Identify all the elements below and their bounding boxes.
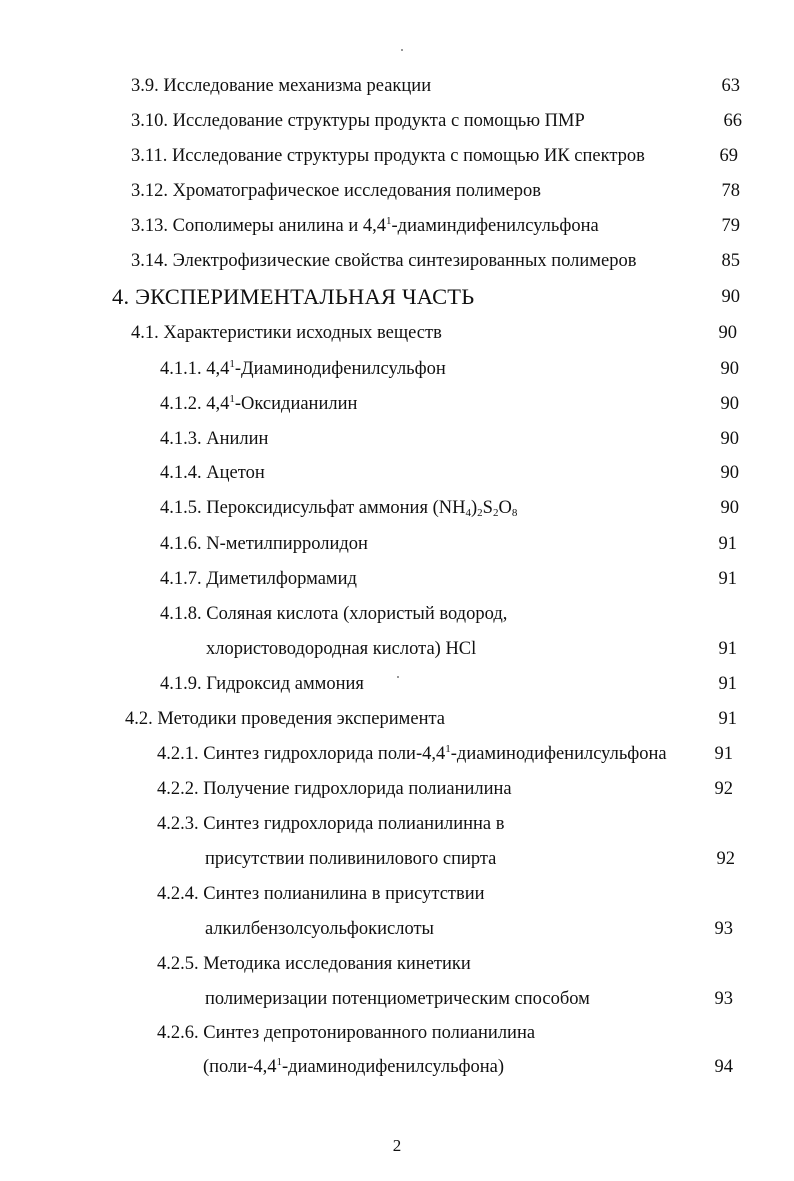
toc-entry-label: 3.13. Сополимеры анилина и 4,4	[131, 216, 387, 236]
toc-entry-label: 4.1.9. Гидроксид аммония	[160, 674, 364, 694]
toc-entry-label: 4.1. Характеристики исходных веществ	[131, 323, 442, 343]
scan-speck	[397, 676, 399, 678]
toc-entry-4-2-6	[157, 1022, 535, 1044]
toc-entry-page: 92	[716, 849, 735, 869]
toc-entry-label: 4.2.6. Синтез депротонированного полианилина	[157, 1023, 536, 1043]
toc-entry-label: 3.14. Электрофизические свойства синтезированных полимеров	[131, 251, 637, 271]
toc-entry-4-1-3	[160, 428, 268, 450]
toc-entry-4-2	[125, 708, 445, 730]
superscript: 1	[276, 1056, 282, 1068]
toc-entry-label: 4.1.3. Анилин	[160, 429, 269, 449]
toc-entry-label: присутствии поливинилового спирта	[205, 849, 497, 869]
toc-entry-label: 4.1.4. Ацетон	[160, 463, 265, 483]
toc-entry-label: 3.11. Исследование структуры продукта с помощью ИК спектров	[131, 146, 645, 166]
superscript: 1	[229, 393, 235, 405]
subscript: 2	[477, 507, 483, 519]
toc-entry-page: 66	[723, 111, 742, 131]
toc-entry-label: 3.10. Исследование структуры продукта с помощью ПМР	[131, 111, 585, 131]
toc-entry-label: 4.1.8. Соляная кислота (хлористый водород,	[160, 604, 508, 624]
formula-part: O	[498, 498, 512, 518]
toc-entry-page: 94	[714, 1057, 733, 1077]
toc-entry-continuation	[206, 638, 476, 660]
subscript: 2	[492, 507, 499, 519]
subscript: 4	[465, 507, 471, 519]
toc-entry-4-1-7	[160, 568, 357, 590]
formula-part: S	[482, 498, 493, 518]
toc-entry-4-1-6	[160, 533, 368, 555]
toc-entry-page: 90	[721, 287, 740, 307]
toc-entry-3-12	[131, 180, 541, 202]
formula-part: )	[470, 498, 478, 518]
superscript: 1	[386, 215, 392, 227]
toc-entry-label: (поли-4,4	[203, 1057, 277, 1077]
toc-entry-label: 4.2.1. Синтез гидрохлорида поли-4,4	[157, 744, 446, 764]
toc-entry-page: 69	[719, 146, 738, 166]
toc-entry-4-1-1	[160, 358, 446, 380]
toc-entry-label: 4.2.3. Синтез гидрохлорида полианилинна в	[157, 814, 505, 834]
toc-entry-label: 4.2.5. Методика исследования кинетики	[157, 954, 471, 974]
toc-entry-page: 90	[720, 394, 739, 414]
toc-entry-label: -Оксидианилин	[234, 394, 358, 414]
toc-entry-page: 85	[721, 251, 740, 271]
toc-entry-3-10	[131, 110, 585, 132]
toc-entry-page: 91	[718, 569, 737, 589]
scan-speck	[401, 49, 403, 51]
toc-entry-4-2-2	[157, 778, 512, 800]
toc-entry-page: 91	[718, 709, 737, 729]
toc-entry-label: -диаминодифенилсульфона)	[282, 1057, 505, 1077]
superscript: 1	[445, 743, 451, 755]
toc-entry-label: 4.1.1. 4,4	[160, 359, 230, 379]
toc-entry-label: -Диаминодифенилсульфон	[234, 359, 446, 379]
toc-entry-page: 93	[714, 919, 733, 939]
toc-entry-page: 79	[721, 216, 740, 236]
toc-entry-3-11	[131, 145, 645, 167]
toc-entry-3-14	[131, 250, 636, 272]
toc-entry-label: 4.1.5. Пероксидисульфат аммония (NH	[160, 498, 466, 518]
toc-entry-label: 3.12. Хроматографическое исследования полимеров	[131, 181, 542, 201]
toc-entry-label: полимеризации потенциометрическим способом	[205, 989, 590, 1009]
toc-entry-label: 4.1.2. 4,4	[160, 394, 230, 414]
toc-entry-page: 91	[718, 534, 737, 554]
toc-entry-label: хлористоводородная кислота) HCl	[206, 639, 477, 659]
toc-entry-page: 90	[720, 359, 739, 379]
toc-entry-4-2-5	[157, 953, 471, 975]
toc-chapter-4	[112, 284, 474, 310]
toc-entry-page: 63	[721, 76, 740, 96]
toc-entry-label: алкилбензолсуольфокислоты	[205, 919, 434, 939]
toc-entry-page: 91	[714, 744, 733, 764]
superscript: 1	[229, 358, 235, 370]
toc-entry-label: -диаминдифенилсульфона	[391, 216, 599, 236]
toc-entry-label: 4.2. Методики проведения эксперимента	[125, 709, 446, 729]
toc-entry-page: 93	[714, 989, 733, 1009]
toc-entry-page: 90	[720, 463, 739, 483]
toc-entry-4-2-1	[157, 743, 667, 765]
toc-entry-label: 4.1.6. N-метилпирролидон	[160, 534, 368, 554]
toc-entry-continuation	[205, 848, 496, 870]
toc-entry-4-1-8	[160, 603, 507, 625]
toc-entry-4-2-3	[157, 813, 504, 835]
toc-entry-3-9	[131, 75, 431, 97]
toc-entry-4-1	[131, 322, 442, 344]
toc-entry-label: -диаминодифенилсульфона	[450, 744, 667, 764]
toc-entry-label: 4.2.2. Получение гидрохлорида полианилина	[157, 779, 512, 799]
toc-entry-continuation	[205, 918, 434, 940]
toc-entry-page: 90	[720, 498, 739, 518]
page-number: 2	[392, 1136, 402, 1155]
toc-entry-label: 4.2.4. Синтез полианилина в присутствии	[157, 884, 485, 904]
toc-entry-page: 78	[721, 181, 740, 201]
toc-entry-page: 90	[718, 323, 737, 343]
toc-entry-label: 3.9. Исследование механизма реакции	[131, 76, 432, 96]
toc-entry-page: 92	[714, 779, 733, 799]
chapter-title: 4. ЭКСПЕРИМЕНТАЛЬНАЯ ЧАСТЬ	[112, 284, 475, 309]
toc-entry-page: 90	[720, 429, 739, 449]
toc-entry-4-1-2	[160, 393, 357, 415]
toc-entry-4-1-9	[160, 673, 364, 695]
toc-entry-page: 91	[718, 674, 737, 694]
toc-entry-page: 91	[718, 639, 737, 659]
toc-entry-4-2-4	[157, 883, 485, 905]
toc-entry-continuation	[203, 1056, 504, 1078]
toc-entry-continuation	[205, 988, 590, 1010]
toc-entry-3-13	[131, 215, 599, 237]
toc-entry-4-1-4	[160, 462, 265, 484]
toc-entry-4-1-5	[160, 497, 517, 519]
subscript: 8	[511, 507, 518, 519]
toc-entry-label: 4.1.7. Диметилформамид	[160, 569, 357, 589]
